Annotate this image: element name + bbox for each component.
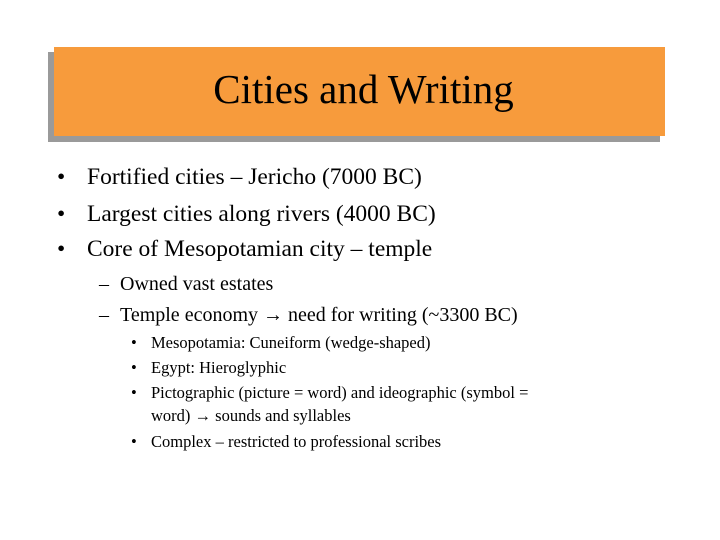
sub-bullet-item xyxy=(99,305,518,325)
sub-sub-bullet-text: word) → sounds and syllables xyxy=(151,406,351,425)
title-box xyxy=(54,47,665,136)
sub-bullet-text: Temple economy → need for writing (~3300 BC) xyxy=(120,304,518,326)
sub-sub-bullet-item xyxy=(131,335,431,352)
dash-icon: – xyxy=(99,273,109,295)
bullet-text: Largest cities along rivers (4000 BC) xyxy=(87,201,436,227)
dash-icon: – xyxy=(99,304,109,326)
sub-sub-bullet-text: Complex – restricted to professional scribes xyxy=(151,432,442,451)
bullet-text: Core of Mesopotamian city – temple xyxy=(87,236,433,262)
sub-bullet-text: Owned vast estates xyxy=(120,273,274,295)
sub-sub-bullet-item xyxy=(131,360,286,377)
sub-sub-bullet-text: Egypt: Hieroglyphic xyxy=(151,358,287,377)
sub-sub-bullet-item xyxy=(131,434,441,451)
bullet-text: Fortified cities – Jericho (7000 BC) xyxy=(87,164,422,190)
bullet-item xyxy=(57,238,432,262)
slide-title: Cities and Writing xyxy=(213,66,514,112)
bullet-item xyxy=(57,203,436,227)
bullet-icon: • xyxy=(131,432,137,451)
sub-sub-bullet-text: Mesopotamia: Cuneiform (wedge-shaped) xyxy=(151,333,431,352)
bullet-icon: • xyxy=(57,164,66,190)
bullet-item xyxy=(57,166,422,190)
bullet-icon: • xyxy=(131,383,137,402)
sub-bullet-item xyxy=(99,274,273,294)
bullet-icon: • xyxy=(131,333,137,352)
sub-sub-bullet-continuation xyxy=(131,408,351,425)
sub-sub-bullet-item xyxy=(131,385,528,402)
bullet-icon: • xyxy=(57,201,66,227)
sub-sub-bullet-text: Pictographic (picture = word) and ideographic (symbol = xyxy=(151,383,529,402)
bullet-icon: • xyxy=(131,358,137,377)
bullet-icon: • xyxy=(57,236,66,262)
